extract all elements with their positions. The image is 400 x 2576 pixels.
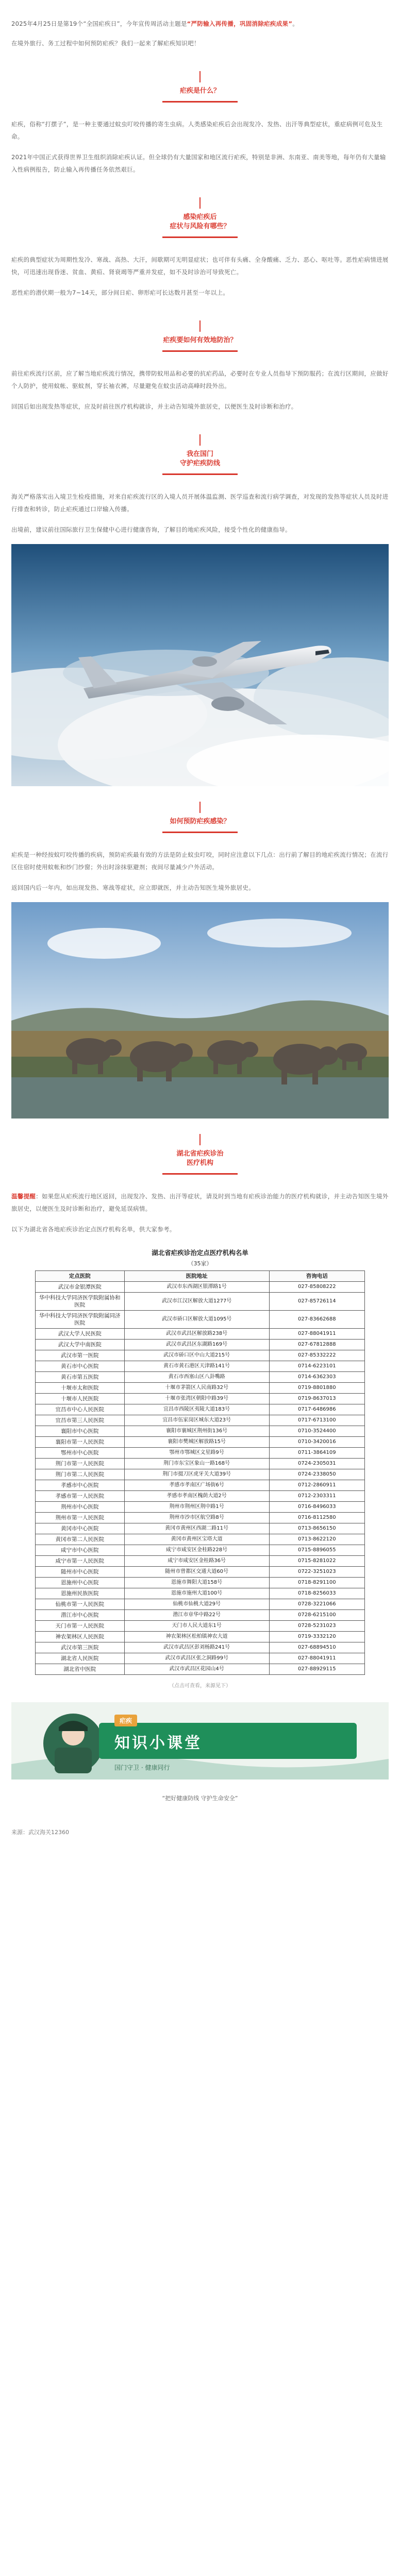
hospital-address-cell: 潜江市章华中路22号 xyxy=(124,1610,269,1621)
s2-paragraph-1: 疟疾的典型症状为周期性发冷、寒战、高热、大汗，间歇期可无明显症状；也可伴有头痛、全身酸痛、乏力、恶心、呕吐等。恶性疟病情进展快，可迅速出现昏迷、贫血、黄疸、肾衰竭等严重并发症，如不及时诊治可导致死亡。 xyxy=(11,256,389,276)
hospital-address-cell: 恩施市施州大道100号 xyxy=(124,1588,269,1599)
hospital-phone-cell: 0713-8656150 xyxy=(269,1523,364,1534)
hospital-address-cell: 天门市人民大道东1号 xyxy=(124,1621,269,1632)
table-row xyxy=(36,1610,365,1621)
hospital-address-cell: 武汉市东西湖区银潭路1号 xyxy=(124,1282,269,1293)
hospital-address-cell: 襄阳市襄城区荆州街136号 xyxy=(124,1426,269,1437)
header-connector xyxy=(199,320,201,332)
hospital-name-cell: 黄冈市中心医院 xyxy=(36,1523,125,1534)
table-row xyxy=(36,1448,365,1459)
hospital-name-cell: 襄阳市中心医院 xyxy=(36,1426,125,1437)
hospital-address-cell: 荆门市掇刀区虎牙关大道39号 xyxy=(124,1469,269,1480)
hospital-name-cell: 咸宁市第一人民医院 xyxy=(36,1556,125,1567)
hospital-phone-cell: 027-68894510 xyxy=(269,1642,364,1653)
table-footnote: （点击可查看，来源见下） xyxy=(169,1683,231,1689)
table-row xyxy=(36,1437,365,1448)
hospital-name-cell: 恩施州中心医院 xyxy=(36,1578,125,1588)
hospital-address-cell: 武汉市武昌区解放路238号 xyxy=(124,1329,269,1340)
header-underline xyxy=(162,101,238,103)
hospital-address-cell: 黄冈市黄州区西湖二路11号 xyxy=(124,1523,269,1534)
hospital-phone-cell: 0724-2305031 xyxy=(269,1459,364,1469)
header-connector xyxy=(199,197,201,209)
intro-text: 2025年4月25日是第19个“全国疟疾日”，今年宣传周活动主题是 xyxy=(11,20,187,27)
table-row xyxy=(36,1426,365,1437)
hospital-phone-cell: 027-67812888 xyxy=(269,1340,364,1350)
s3-paragraph-1: 前往疟疾流行区前，应了解当地疟疾流行情况，携带防蚊用品和必要的抗疟药品，必要时在专业人员指导下预防服药；在流行区期间，应做好个人防护，使用蚊帐、驱蚊剂，穿长袖衣裤，尽量避免在蚊虫活动高峰时段外出。 xyxy=(11,370,389,389)
table-row xyxy=(36,1329,365,1340)
table-row xyxy=(36,1480,365,1491)
hospital-phone-cell: 027-88929115 xyxy=(269,1664,364,1675)
section-4-header xyxy=(11,434,389,475)
section-6-title-line-1: 湖北省疟疾诊治 xyxy=(176,1150,224,1158)
hospital-phone-cell: 027-85808222 xyxy=(269,1282,364,1293)
hospital-address-cell: 武汉市武昌区花园山4号 xyxy=(124,1664,269,1675)
hospital-name-cell: 荆门市第二人民医院 xyxy=(36,1469,125,1480)
s2-paragraph-2: 恶性疟的潜伏期一般为7~14天，部分间日疟、卵形疟可长达数月甚至一年以上。 xyxy=(11,289,229,296)
table-row xyxy=(36,1383,365,1394)
s5-paragraph-1: 疟疾是一种经按蚊叮咬传播的疾病，预防疟疾最有效的方法是防止蚊虫叮咬，同时应注意以下几点：出行前了解目的地疟疾流行情况；在流行区住宿时使用蚊帐和纱门纱窗；外出时涂抹驱避剂；夜间尽量减少户外活动。 xyxy=(11,851,389,871)
s5-paragraph-2: 返回国内后一年内，如出现发热、寒战等症状，应立即就医，并主动告知医生境外旅居史。 xyxy=(11,884,255,891)
hospital-address-cell: 恩施市舞阳大道158号 xyxy=(124,1578,269,1588)
table-row xyxy=(36,1664,365,1675)
source-attribution: 来源：武汉海关12360 xyxy=(11,1829,69,1836)
hospital-phone-cell: 0724-2338050 xyxy=(269,1469,364,1480)
hospital-address-cell: 神农架林区松柏镇神农大道 xyxy=(124,1632,269,1642)
hospital-address-cell: 黄石市西塞山区八卦嘴路 xyxy=(124,1372,269,1383)
hospital-name-cell: 宜昌市第三人民医院 xyxy=(36,1415,125,1426)
table-row xyxy=(36,1459,365,1469)
hospital-address-cell: 十堰市张湾区朝阳中路39号 xyxy=(124,1394,269,1404)
hospital-address-cell: 黄冈市黄州区宝塔大道 xyxy=(124,1534,269,1545)
table-row xyxy=(36,1491,365,1502)
hospital-name-cell: 十堰市人民医院 xyxy=(36,1394,125,1404)
hospital-address-cell: 宜昌市伍家岗区城东大道23号 xyxy=(124,1415,269,1426)
hospital-name-cell: 武汉大学中南医院 xyxy=(36,1340,125,1350)
table-row xyxy=(36,1588,365,1599)
hospital-phone-cell: 0712-2860911 xyxy=(269,1480,364,1491)
column-header-phone: 咨询电话 xyxy=(269,1271,364,1282)
hospital-address-cell: 武汉市江汉区解放大道1277号 xyxy=(124,1293,269,1311)
section-2-title-line-1: 感染疟疾后 xyxy=(183,213,217,221)
reminder-label: 温馨提醒 xyxy=(11,1193,36,1200)
s6-paragraph-2: 以下为湖北省各地疟疾诊治定点医疗机构名单，供大家参考。 xyxy=(11,1226,176,1233)
clinic-table xyxy=(35,1270,365,1675)
hospital-name-cell: 恩施州民族医院 xyxy=(36,1588,125,1599)
hospital-address-cell: 武汉市武昌区张之洞路99号 xyxy=(124,1653,269,1664)
banner-title: 知识小课堂 xyxy=(114,1734,202,1752)
hospital-name-cell: 武汉市第三医院 xyxy=(36,1642,125,1653)
hospital-phone-cell: 0711-3864109 xyxy=(269,1448,364,1459)
hospital-phone-cell: 0728-5231023 xyxy=(269,1621,364,1632)
s3-paragraph-2: 回国后如出现发热等症状，应及时前往医疗机构就诊，并主动告知境外旅居史，以便医生及时诊断和治疗。 xyxy=(11,403,297,410)
table-row xyxy=(36,1578,365,1588)
hospital-name-cell: 湖北省中医院 xyxy=(36,1664,125,1675)
table-row xyxy=(36,1534,365,1545)
section-2-title xyxy=(160,209,239,235)
hospital-name-cell: 十堰市太和医院 xyxy=(36,1383,125,1394)
header-connector xyxy=(199,434,201,446)
banner-subtitle: 国门守卫 · 健康同行 xyxy=(114,1764,170,1771)
hospital-name-cell: 武汉市金银潭医院 xyxy=(36,1282,125,1293)
header-underline xyxy=(162,350,238,352)
hospital-phone-cell: 0719-8637013 xyxy=(269,1394,364,1404)
intro-text-end: 。 xyxy=(292,20,298,27)
hospital-address-cell: 武汉市硚口区解放大道1095号 xyxy=(124,1311,269,1329)
hospital-address-cell: 荆州市荆州区荆中路1号 xyxy=(124,1502,269,1513)
table-row xyxy=(36,1361,365,1372)
hospital-address-cell: 孝感市孝南区广场街6号 xyxy=(124,1480,269,1491)
table-row xyxy=(36,1404,365,1415)
hospital-name-cell: 荆州市中心医院 xyxy=(36,1502,125,1513)
hospital-address-cell: 随州市曾都区交通大道60号 xyxy=(124,1567,269,1578)
section-2-title-line-2: 症状与风险有哪些？ xyxy=(170,223,230,230)
hospital-phone-cell: 0714-6362303 xyxy=(269,1372,364,1383)
hospital-name-cell: 华中科技大学同济医学院附属同济医院 xyxy=(36,1311,125,1329)
hospital-phone-cell: 0715-8896055 xyxy=(269,1545,364,1556)
table-row xyxy=(36,1502,365,1513)
hospital-name-cell: 武汉大学人民医院 xyxy=(36,1329,125,1340)
promo-banner xyxy=(11,1702,389,1780)
table-row xyxy=(36,1469,365,1480)
table-row xyxy=(36,1350,365,1361)
hospital-phone-cell: 027-88041911 xyxy=(269,1329,364,1340)
hospital-phone-cell: 0718-8256033 xyxy=(269,1588,364,1599)
hospital-phone-cell: 0710-3524400 xyxy=(269,1426,364,1437)
hospital-phone-cell: 0714-6223101 xyxy=(269,1361,364,1372)
hospital-address-cell: 宜昌市西陵区夷陵大道183号 xyxy=(124,1404,269,1415)
section-1-title: 疟疾是什么？ xyxy=(179,87,220,95)
table-body xyxy=(36,1282,365,1675)
table-row xyxy=(36,1282,365,1293)
banner-badge: 疟疾 xyxy=(114,1715,137,1726)
header-underline xyxy=(162,1173,238,1175)
hospital-name-cell: 鄂州市中心医院 xyxy=(36,1448,125,1459)
hospital-phone-cell: 027-88041911 xyxy=(269,1653,364,1664)
hospital-phone-cell: 0718-8291100 xyxy=(269,1578,364,1588)
closing-slogan: “把好健康防线 守护生命安全” xyxy=(162,1795,238,1802)
hospital-address-cell: 黄石市黄石港区天津路141号 xyxy=(124,1361,269,1372)
section-5-title: 如何预防疟疾感染？ xyxy=(170,818,230,825)
header-underline xyxy=(162,236,238,238)
table-row xyxy=(36,1632,365,1642)
s1-paragraph-2: 2021年中国正式获得世界卫生组织消除疟疾认证。但全球仍有大量国家和地区流行疟疾，特别是非洲、东南亚、南美等地，每年仍有大量输入性病例报告，防止输入再传播任务依然艰巨。 xyxy=(11,154,386,173)
s6-paragraph-1 xyxy=(11,1190,389,1215)
hospital-name-cell: 潜江市中心医院 xyxy=(36,1610,125,1621)
section-6-title-line-2: 医疗机构 xyxy=(186,1159,213,1167)
hospital-name-cell: 天门市第一人民医院 xyxy=(36,1621,125,1632)
hospital-name-cell: 黄石市中心医院 xyxy=(36,1361,125,1372)
s1-paragraph-1: 疟疾，俗称“打摆子”，是一种主要通过蚊虫叮咬传播的寄生虫病。人类感染疟疾后会出现发冷、发热、出汗等典型症状，重症病例可危及生命。 xyxy=(11,121,383,140)
hospital-phone-cell: 0716-8112580 xyxy=(269,1513,364,1523)
hospital-phone-cell: 027-85726114 xyxy=(269,1293,364,1311)
header-underline xyxy=(162,473,238,475)
hospital-name-cell: 黄冈市第二人民医院 xyxy=(36,1534,125,1545)
section-3-title: 疟疾要如何有效地防治？ xyxy=(163,336,237,344)
table-row xyxy=(36,1340,365,1350)
table-row xyxy=(36,1567,365,1578)
header-connector xyxy=(199,802,201,813)
hospital-phone-cell: 0712-2303311 xyxy=(269,1491,364,1502)
elephants-photo xyxy=(11,902,389,1118)
intro xyxy=(11,0,389,49)
airplane-photo xyxy=(11,544,389,786)
column-header-hospital: 定点医院 xyxy=(36,1271,125,1282)
table-row xyxy=(36,1621,365,1632)
table-row xyxy=(36,1653,365,1664)
table-row xyxy=(36,1311,365,1329)
hospital-phone-cell: 0719-8801880 xyxy=(269,1383,364,1394)
hospital-name-cell: 仙桃市第一人民医院 xyxy=(36,1599,125,1610)
hospital-name-cell: 武汉市第一医院 xyxy=(36,1350,125,1361)
intro-paragraph-1 xyxy=(11,18,389,30)
hospital-phone-cell: 0728-3221066 xyxy=(269,1599,364,1610)
section-3-header xyxy=(11,320,389,352)
clinic-table-section xyxy=(35,1248,365,1689)
hospital-address-cell: 襄阳市樊城区解放路15号 xyxy=(124,1437,269,1448)
hospital-name-cell: 孝感市第一人民医院 xyxy=(36,1491,125,1502)
campaign-theme: “严防输入再传播，巩固消除疟疾成果” xyxy=(187,20,293,27)
header-underline xyxy=(162,832,238,833)
hospital-name-cell: 华中科技大学同济医学院附属协和医院 xyxy=(36,1293,125,1311)
section-4-title-line-1: 我在国门 xyxy=(186,450,213,458)
table-row xyxy=(36,1513,365,1523)
hospital-name-cell: 咸宁市中心医院 xyxy=(36,1545,125,1556)
table-row xyxy=(36,1372,365,1383)
table-row xyxy=(36,1394,365,1404)
hospital-address-cell: 武汉市武昌区彭刘杨路241号 xyxy=(124,1642,269,1653)
hospital-phone-cell: 0722-3251023 xyxy=(269,1567,364,1578)
hospital-address-cell: 鄂州市鄂城区文星路9号 xyxy=(124,1448,269,1459)
hospital-phone-cell: 0719-3332120 xyxy=(269,1632,364,1642)
section-5-header xyxy=(11,802,389,833)
s4-paragraph-2: 出境前，建议前往国际旅行卫生保健中心进行健康咨询，了解目的地疟疾风险，接受个性化的健康指导。 xyxy=(11,526,291,533)
hospital-phone-cell: 0710-3420016 xyxy=(269,1437,364,1448)
hospital-name-cell: 襄阳市第一人民医院 xyxy=(36,1437,125,1448)
table-row xyxy=(36,1293,365,1311)
hospital-name-cell: 随州市中心医院 xyxy=(36,1567,125,1578)
hospital-name-cell: 宜昌市中心人民医院 xyxy=(36,1404,125,1415)
hospital-phone-cell: 0713-8622120 xyxy=(269,1534,364,1545)
table-row xyxy=(36,1556,365,1567)
column-header-address: 医院地址 xyxy=(124,1271,269,1282)
table-header-row xyxy=(36,1271,365,1282)
hospital-name-cell: 荆门市第一人民医院 xyxy=(36,1459,125,1469)
table-subtitle: （35家） xyxy=(188,1260,212,1267)
hospital-address-cell: 咸宁市咸安区金桂路228号 xyxy=(124,1545,269,1556)
hospital-phone-cell: 0728-6215100 xyxy=(269,1610,364,1621)
hospital-phone-cell: 0717-6486986 xyxy=(269,1404,364,1415)
table-row xyxy=(36,1523,365,1534)
hospital-phone-cell: 027-85332222 xyxy=(269,1350,364,1361)
section-6-header xyxy=(11,1134,389,1175)
section-1-header xyxy=(11,71,389,103)
hospital-address-cell: 武汉市硚口区中山大道215号 xyxy=(124,1350,269,1361)
hospital-phone-cell: 0716-8496033 xyxy=(269,1502,364,1513)
hospital-address-cell: 武汉市武昌区东湖路169号 xyxy=(124,1340,269,1350)
section-4-title xyxy=(171,446,229,472)
hospital-name-cell: 神农架林区人民医院 xyxy=(36,1632,125,1642)
reminder-text: ：如果您从疟疾流行地区返回，出现发冷、发热、出汗等症状，请及时到当地有疟疾诊治能力的医疗机构就诊，并主动告知医生境外旅居史，以便医生及时诊断和治疗，避免延误病情。 xyxy=(11,1193,389,1212)
section-2-header xyxy=(11,197,389,238)
hospital-name-cell: 孝感市中心医院 xyxy=(36,1480,125,1491)
hospital-address-cell: 孝感市孝南区槐荫大道2号 xyxy=(124,1491,269,1502)
table-row xyxy=(36,1599,365,1610)
hospital-name-cell: 湖北省人民医院 xyxy=(36,1653,125,1664)
table-title: 湖北省疟疾诊治定点医疗机构名单 xyxy=(152,1249,248,1257)
hospital-phone-cell: 027-83662688 xyxy=(269,1311,364,1329)
intro-paragraph-2: 在境外旅行、务工过程中如何预防疟疾？我们一起来了解疟疾知识吧！ xyxy=(11,40,200,47)
hospital-name-cell: 黄石市第五医院 xyxy=(36,1372,125,1383)
hospital-phone-cell: 0715-8281022 xyxy=(269,1556,364,1567)
hospital-address-cell: 仙桃市仙桃大道29号 xyxy=(124,1599,269,1610)
hospital-address-cell: 咸宁市咸安区金桂路36号 xyxy=(124,1556,269,1567)
hospital-phone-cell: 0717-6713100 xyxy=(269,1415,364,1426)
table-row xyxy=(36,1642,365,1653)
hospital-address-cell: 荆州市沙市区航空路8号 xyxy=(124,1513,269,1523)
header-connector xyxy=(199,71,201,82)
header-connector xyxy=(199,1134,201,1145)
section-6-title xyxy=(167,1145,232,1172)
section-4-title-line-2: 守护疟疾防线 xyxy=(179,460,220,467)
s4-paragraph-1: 海关严格落实出入境卫生检疫措施，对来自疟疾流行区的入境人员开展体温监测、医学巡查和流行病学调查，对发现的发热等症状人员及时进行排查和转诊，防止疟疾通过口岸输入传播。 xyxy=(11,493,389,513)
hospital-name-cell: 荆州市第一人民医院 xyxy=(36,1513,125,1523)
hospital-address-cell: 十堰市茅箭区人民南路32号 xyxy=(124,1383,269,1394)
hospital-address-cell: 荆门市东宝区象山一路168号 xyxy=(124,1459,269,1469)
table-row xyxy=(36,1415,365,1426)
table-row xyxy=(36,1545,365,1556)
